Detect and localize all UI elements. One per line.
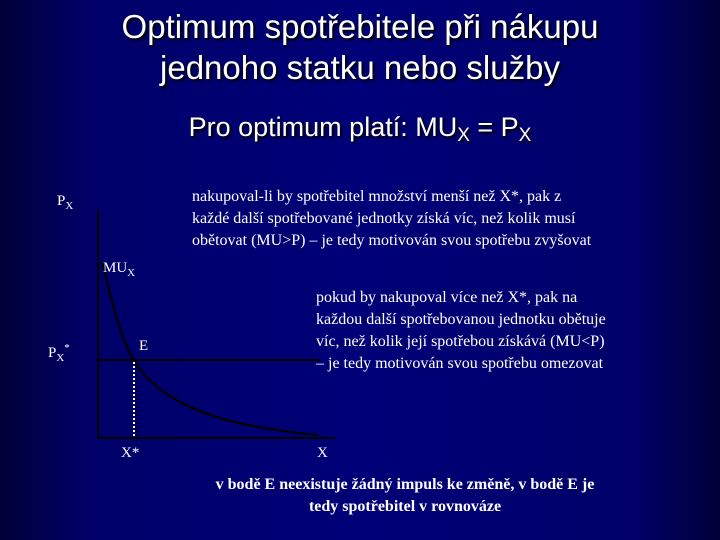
note-right-of-optimum: pokud by nakupoval více než X*, pak na každou další spotřebovanou jednotku obětuje víc, než kolik její spotřebou získává (MU<P) – je tedy motivován svou spotřebu omezovat: [316, 289, 606, 372]
optimum-condition: Pro optimum platí: $MU_X = P_X$: [188, 112, 532, 146]
y-axis-label: $P_X$: [57, 193, 74, 212]
note-left-of-optimum: nakupoval-li by spotřebitel množství menší než X*, pak z každé další spotřebované jednotky získá víc, než kolik musí obětovat (MU>P) – je tedy motivován svou spotřebu zvyšovat: [192, 188, 592, 249]
price-label: $P_X^*$: [48, 342, 70, 364]
mu-curve: [102, 262, 318, 435]
conclusion-note: v bodě E neexistuje žádný impuls ke změně, v bodě E je tedy spotřebitel v rovnováze: [215, 476, 595, 515]
x-axis-label: X: [317, 445, 328, 461]
equilibrium-point-label: E: [139, 338, 149, 354]
x-star-label: X*: [121, 445, 140, 461]
title-line-1: Optimum spotřebitele při nákupu: [121, 8, 599, 45]
title-line-2: jednoho statku nebo služby: [160, 49, 560, 86]
mu-curve-label: $MU_X$: [103, 260, 136, 279]
